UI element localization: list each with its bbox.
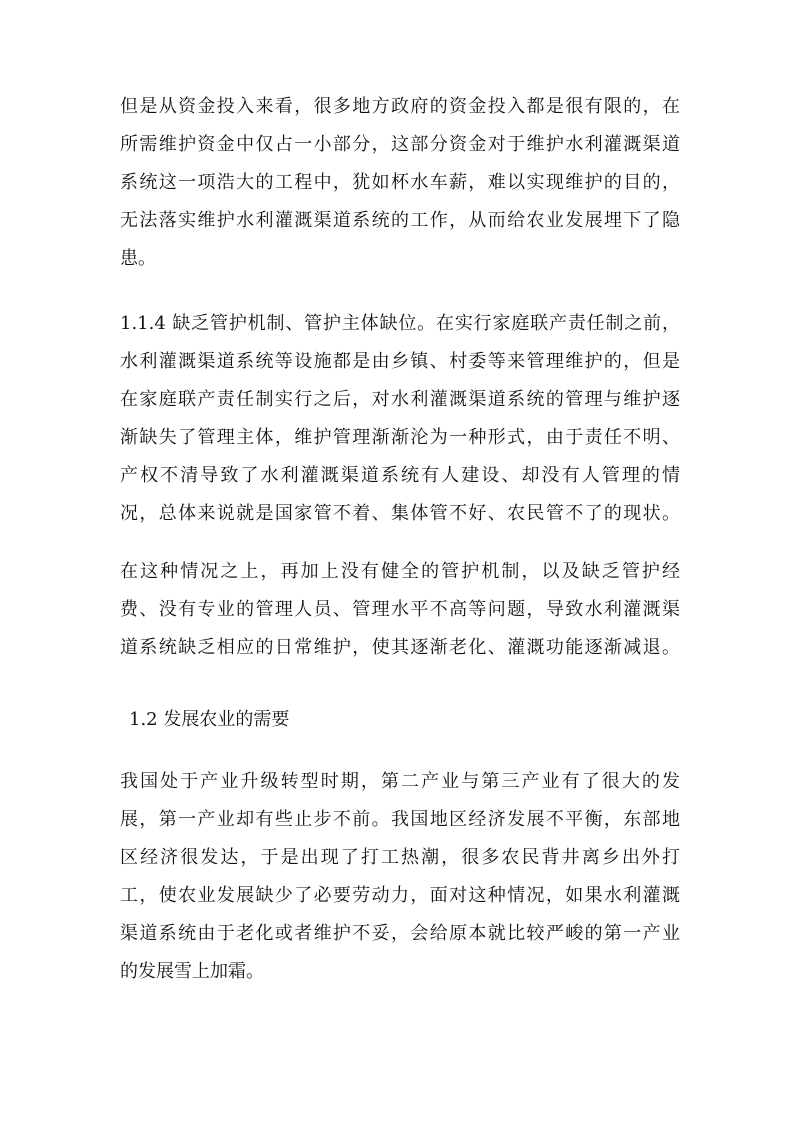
text-line: 渠道系统由于老化或者维护不妥，会给原本就比较严峻的第一产业 bbox=[120, 923, 680, 944]
text-line: 况，总体来说就是国家管不着、集体管不好、农民管不了的现状。 bbox=[120, 503, 680, 524]
text-line: 渐缺失了管理主体，维护管理渐渐沦为一种形式，由于责任不明、 bbox=[120, 427, 680, 448]
paragraph-maintenance bbox=[120, 553, 680, 667]
text-line: 展，第一产业却有些止步不前。我国地区经济发展不平衡，东部地 bbox=[120, 809, 680, 830]
text-line: 区经济很发达，于是出现了打工热潮，很多农民背井离乡出外打 bbox=[120, 847, 680, 868]
text-line: 我国处于产业升级转型时期，第二产业与第三产业有了很大的发 bbox=[120, 771, 680, 792]
text-line: 1.1.4 缺乏管护机制、管护主体缺位。在实行家庭联产责任制之前， bbox=[120, 313, 680, 334]
paragraph-agriculture bbox=[120, 763, 680, 991]
text-line: 在家庭联产责任制实行之后，对水利灌溉渠道系统的管理与维护逐 bbox=[120, 389, 680, 410]
text-line: 产权不清导致了水利灌溉渠道系统有人建设、却没有人管理的情 bbox=[120, 465, 680, 486]
text-line: 道系统缺乏相应的日常维护，使其逐渐老化、灌溉功能逐渐减退。 bbox=[120, 637, 680, 658]
text-line: 无法落实维护水利灌溉渠道系统的工作，从而给农业发展埋下了隐 bbox=[120, 210, 680, 231]
text-line: 水利灌溉渠道系统等设施都是由乡镇、村委等来管理维护的，但是 bbox=[120, 351, 680, 372]
text-line: 工，使农业发展缺少了必要劳动力，面对这种情况，如果水利灌溉 bbox=[120, 885, 680, 906]
text-line: 患。 bbox=[120, 248, 156, 269]
text-line: 的发展雪上加霜。 bbox=[120, 961, 264, 982]
text-line: 系统这一项浩大的工程中，犹如杯水车薪，难以实现维护的目的， bbox=[120, 172, 680, 193]
text-line: 在这种情况之上，再加上没有健全的管护机制，以及缺乏管护经 bbox=[120, 561, 680, 582]
text-line: 所需维护资金中仅占一小部分，这部分资金对于维护水利灌溉渠道 bbox=[120, 134, 680, 155]
text-line: 费、没有专业的管理人员、管理水平不高等问题，导致水利灌溉渠 bbox=[120, 599, 680, 620]
paragraph-funding bbox=[120, 88, 680, 278]
text-line: 但是从资金投入来看，很多地方政府的资金投入都是很有限的，在 bbox=[120, 96, 680, 117]
paragraph-section-1-1-4 bbox=[120, 305, 680, 533]
section-heading: 1.2 发展农业的需要 bbox=[129, 709, 290, 730]
